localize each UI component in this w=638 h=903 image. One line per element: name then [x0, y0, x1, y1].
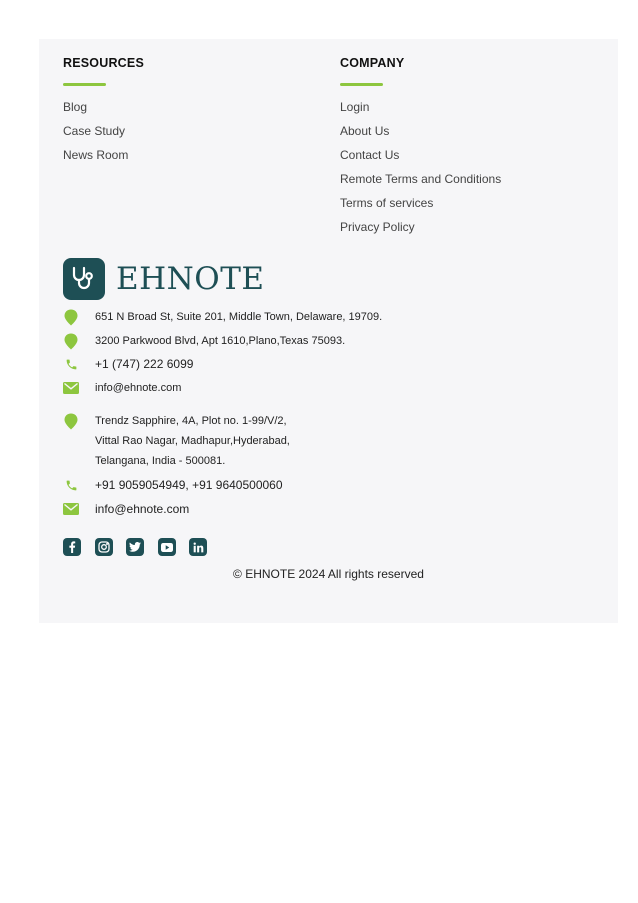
- phone-us[interactable]: [63, 356, 193, 374]
- youtube-icon[interactable]: [158, 538, 176, 556]
- link-login[interactable]: Login: [340, 100, 370, 114]
- facebook-icon[interactable]: [63, 538, 81, 556]
- link-news-room[interactable]: News Room: [63, 148, 129, 162]
- heading-underline: [340, 83, 383, 86]
- resources-heading: RESOURCES: [63, 56, 144, 70]
- resources-links: [63, 99, 144, 171]
- link-blog[interactable]: Blog: [63, 100, 88, 114]
- phone-icon: [63, 477, 79, 493]
- email-text: info@ehnote.com: [95, 502, 190, 516]
- link-case-study[interactable]: Case Study: [63, 124, 126, 138]
- phone-text: +1 (747) 222 6099: [95, 357, 194, 371]
- address-line: Trendz Sapphire, 4A, Plot no. 1-99/V/2,: [95, 415, 287, 427]
- stethoscope-icon: [63, 258, 105, 300]
- site-footer: [39, 39, 618, 623]
- address-text: 651 N Broad St, Suite 201, Middle Town, Delaware, 19709.: [95, 311, 383, 323]
- link-remote-terms[interactable]: Remote Terms and Conditions: [340, 172, 502, 186]
- location-pin-icon: [63, 413, 79, 429]
- phone-icon: [63, 356, 79, 372]
- address-hyderabad: [63, 413, 290, 471]
- location-pin-icon: [63, 333, 79, 349]
- email-us[interactable]: [63, 380, 181, 398]
- mail-icon: [63, 380, 79, 396]
- phone-india[interactable]: [63, 477, 283, 495]
- brand-logo[interactable]: [63, 258, 265, 300]
- copyright-text: © EHNOTE 2024 All rights reserved: [233, 567, 424, 581]
- social-links: [63, 538, 221, 556]
- address-text: [95, 411, 290, 471]
- phone-text: +91 9059054949, +91 9640500060: [95, 478, 283, 492]
- address-line: Vittal Rao Nagar, Madhapur,Hyderabad,: [95, 435, 290, 447]
- mail-icon: [63, 501, 79, 517]
- email-india[interactable]: [63, 501, 189, 519]
- company-column: [340, 55, 501, 243]
- twitter-icon[interactable]: [126, 538, 144, 556]
- company-heading: COMPANY: [340, 56, 405, 70]
- link-about-us[interactable]: About Us: [340, 124, 390, 138]
- instagram-icon[interactable]: [95, 538, 113, 556]
- brand-name: EHNOTE: [116, 261, 265, 297]
- link-privacy-policy[interactable]: Privacy Policy: [340, 220, 415, 234]
- link-contact-us[interactable]: Contact Us: [340, 148, 400, 162]
- link-terms-of-services[interactable]: Terms of services: [340, 196, 434, 210]
- address-delaware: [63, 309, 382, 327]
- linkedin-icon[interactable]: [189, 538, 207, 556]
- location-pin-icon: [63, 309, 79, 325]
- address-line: Telangana, India - 500081.: [95, 455, 226, 467]
- heading-underline: [63, 83, 106, 86]
- address-texas: [63, 333, 345, 351]
- address-text: 3200 Parkwood Blvd, Apt 1610,Plano,Texas 75093.: [95, 335, 346, 347]
- resources-column: [63, 55, 144, 171]
- email-text: info@ehnote.com: [95, 382, 182, 394]
- company-links: [340, 99, 501, 243]
